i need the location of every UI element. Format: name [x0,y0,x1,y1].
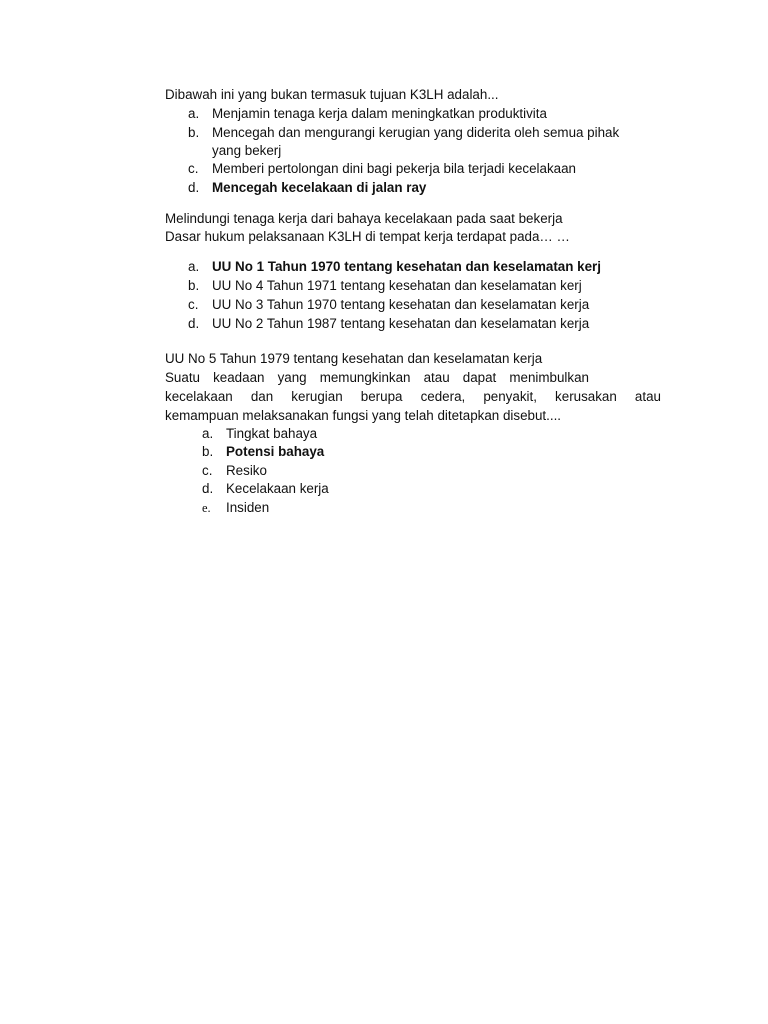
q3-option-e: Insiden [226,500,270,515]
q3-question-line-1: Suatu keadaan yang memungkinkan atau dapat menimbulkan [165,370,589,385]
q1-option-a: Menjamin tenaga kerja dalam meningkatkan produktivita [212,106,547,121]
q2-option-b-marker: b. [188,278,200,293]
q3-option-b-marker: b. [202,444,214,459]
q1-option-b-marker: b. [188,125,200,140]
q2-option-a-answer: UU No 1 Tahun 1970 tentang kesehatan dan keselamatan kerj [212,259,601,274]
q2-option-b: UU No 4 Tahun 1971 tentang kesehatan dan keselamatan kerj [212,278,582,293]
q3-question-line-2: kecelakaan dan kerugian berupa cedera, penyakit, kerusakan atau [165,389,661,404]
q1-option-a-marker: a. [188,106,200,121]
q2-option-c: UU No 3 Tahun 1970 tentang kesehatan dan keselamatan kerja [212,297,590,312]
q1-option-b: Mencegah dan mengurangi kerugian yang diderita oleh semua pihak [212,125,620,140]
q1-option-d-marker: d. [188,180,200,195]
q3-option-d-marker: d. [202,481,214,496]
q3-option-c-marker: c. [202,463,213,478]
q2-question: Dasar hukum pelaksanaan K3LH di tempat kerja terdapat pada… … [165,229,570,244]
q3-option-a-marker: a. [202,426,214,441]
q1-option-d-answer: Mencegah kecelakaan di jalan ray [212,180,427,195]
q3-preceding-answer: UU No 5 Tahun 1979 tentang kesehatan dan keselamatan kerja [165,351,543,366]
q3-option-e-marker: e. [202,501,211,515]
q3-question-line-3: kemampuan melaksanakan fungsi yang telah ditetapkan disebut.... [165,408,562,423]
q3-option-b-answer: Potensi bahaya [226,444,325,459]
q3-option-a: Tingkat bahaya [226,426,318,441]
q1-option-b-continued: yang bekerj [212,143,282,158]
q2-option-c-marker: c. [188,297,199,312]
q2-preceding-answer: Melindungi tenaga kerja dari bahaya kecelakaan pada saat bekerja [165,211,563,226]
q1-option-c: Memberi pertolongan dini bagi pekerja bila terjadi kecelakaan [212,161,576,176]
q1-question: Dibawah ini yang bukan termasuk tujuan K3LH adalah... [165,87,499,102]
q1-option-c-marker: c. [188,161,199,176]
q2-option-d-marker: d. [188,316,200,331]
q3-option-c: Resiko [226,463,267,478]
q2-option-d: UU No 2 Tahun 1987 tentang kesehatan dan keselamatan kerja [212,316,590,331]
q2-option-a-marker: a. [188,259,200,274]
q3-option-d: Kecelakaan kerja [226,481,329,496]
